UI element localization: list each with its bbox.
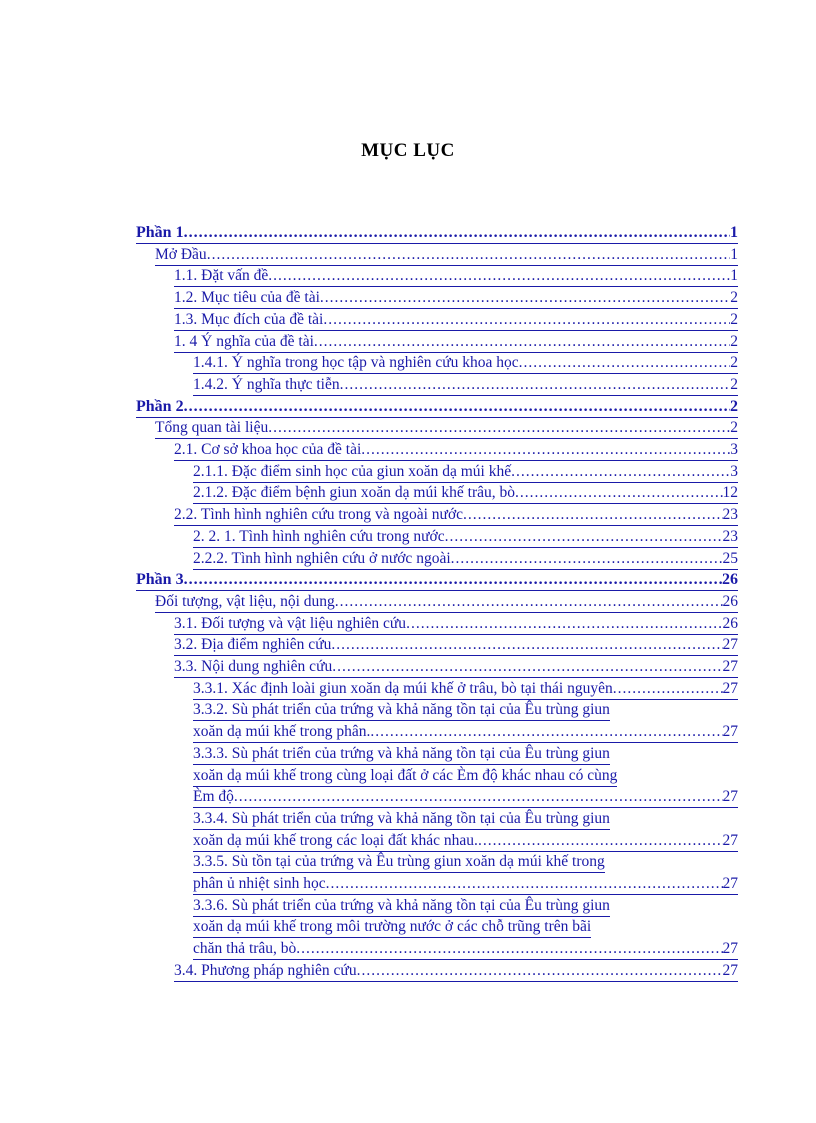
toc-leader-dots [451,549,723,569]
toc-page-number: 27 [722,723,738,741]
toc-entry-title: 1. 4 Ý nghĩa của đề tài [174,332,314,350]
toc-page-number: 1 [730,267,738,285]
toc-entry-title: xoăn dạ múi khế trong phân. [193,723,371,741]
toc-entry-title: 2.1.1. Đặc điểm sinh học của giun xoăn dạ múi khế [193,462,512,480]
toc-entry-line[interactable]: 3.3.5. Sù tồn tại của trứng và Êu trùng giun xoăn dạ múi khế trong [193,852,605,873]
toc-entry-title: 3.4. Phương pháp nghiên cứu [174,961,357,979]
toc-leader-dots [478,831,723,851]
toc-leader-dots [445,527,723,547]
toc-page-number: 27 [722,961,738,979]
toc-leader-dots [332,657,722,677]
toc-page-number: 3 [730,441,738,458]
toc-entry[interactable] [155,418,738,439]
toc-entry-title: 2.2.2. Tình hình nghiên cứu ở nước ngoài [193,549,451,567]
toc-leader-dots [320,288,730,308]
toc-leader-dots [370,722,722,742]
toc-leader-dots [361,440,730,460]
toc-entry-title: 1.1. Đặt vấn đề [174,267,269,285]
toc-entry-title: chăn thả trâu, bò [193,940,297,958]
toc-entry[interactable] [174,332,738,353]
toc-leader-dots [613,679,723,699]
toc-page-number: 1 [730,245,738,263]
toc-entry-title: 1.3. Mục đích của đề tài [174,310,324,328]
toc-entry-title: 1.2. Mục tiêu của đề tài [174,289,320,307]
toc-entry-title: 2. 2. 1. Tình hình nghiên cứu trong nước [193,527,445,545]
toc-entry[interactable] [193,375,738,396]
toc-page-number: 27 [722,940,738,958]
toc-entry-title: Đối tượng, vật liệu, nội dung [155,592,335,610]
toc-entry-title: 3.2. Địa điểm nghiên cứu [174,636,332,654]
toc-entry-title: 2.1. Cơ sở khoa học của đề tài [174,441,362,458]
toc-page-number: 23 [722,506,738,524]
toc-entry[interactable] [174,440,738,461]
toc-entry[interactable] [155,245,738,266]
toc-entry-title: Phần 3 [136,571,184,589]
toc-leader-dots [234,787,723,807]
toc-page-number: 26 [722,614,738,632]
toc-entry[interactable] [193,353,738,374]
toc-entry-title: Èm độ [193,788,234,806]
toc-page-number: 2 [730,419,738,437]
toc-entry[interactable] [174,614,738,635]
toc-entry[interactable] [193,939,738,960]
toc-entry-title: 1.4.1. Ý nghĩa trong học tập và nghiên cứu khoa học [193,354,519,372]
toc-leader-dots [268,266,730,286]
toc-page-number: 27 [722,679,738,697]
toc-entry-line[interactable]: 3.3.3. Sù phát triển của trứng và khả năng tồn tại của Êu trùng giun [193,744,610,765]
toc-leader-dots [406,614,722,634]
toc-entry-title: 1.4.2. Ý nghĩa thực tiễn [193,375,340,393]
toc-page-number: 12 [722,484,738,502]
toc-entry-title: Mở Đầu [155,245,207,263]
toc-leader-dots [519,353,731,373]
page-title: MỤC LỤC [361,140,455,161]
toc-entry-title: xoăn dạ múi khế trong các loại đất khác nhau. [193,831,478,849]
toc-page-number: 2 [730,310,738,328]
toc-leader-dots [511,462,730,482]
toc-entry[interactable] [193,679,738,700]
toc-page-number: 2 [730,397,738,415]
toc-leader-dots [331,635,722,655]
toc-entry-title: 3.3.1. Xác định loài giun xoăn dạ múi khế ở trâu, bò tại thái nguyên [193,679,613,697]
toc-entry[interactable] [174,961,738,982]
toc-entry-title: 2.1.2. Đặc điểm bệnh giun xoăn dạ múi khế trâu, bò [193,484,515,502]
toc-page-number: 27 [722,636,738,654]
toc-entry-line[interactable]: 3.3.4. Sù phát triển của trứng và khả năng tồn tại của Êu trùng giun [193,809,610,830]
toc-entry-line[interactable]: 3.3.2. Sù phát triển của trứng và khả năng tồn tại của Êu trùng giun [193,700,610,721]
toc-page-number: 2 [730,332,738,350]
toc-page-number: 27 [722,875,738,892]
toc-page-number: 26 [722,592,738,610]
toc-entry-line[interactable]: xoăn dạ múi khế trong cùng loại đất ở các Èm độ khác nhau có cùng [193,766,617,787]
toc-entry-title: 3.3. Nội dung nghiên cứu [174,658,333,675]
toc-leader-dots [323,310,730,330]
toc-page-number: 27 [722,658,738,675]
toc-page-number: 2 [730,375,738,393]
toc-entry-title: Tổng quan tài liệu [155,419,269,437]
toc-leader-dots [340,375,731,395]
toc-entry[interactable] [174,505,738,526]
toc-entry[interactable] [174,266,738,287]
toc-entry[interactable] [136,570,738,591]
toc-entry-title: Phần 2 [136,397,184,415]
toc-page-number: 1 [730,224,738,241]
toc-page-number: 2 [730,289,738,307]
toc-leader-dots [184,223,730,243]
toc-leader-dots [184,397,730,417]
toc-page-number: 27 [722,831,738,849]
toc-entry-line[interactable]: xoăn dạ múi khế trong môi trường nước ở các chỗ trũng trên bãi [193,917,591,938]
toc-entry[interactable] [174,288,738,309]
toc-entry-title: 2.2. Tình hình nghiên cứu trong và ngoài nước [174,506,464,524]
toc-entry[interactable] [174,635,738,656]
toc-page-number: 27 [722,788,738,806]
toc-entry[interactable] [136,223,738,244]
toc-entry[interactable] [193,722,738,743]
toc-entry[interactable] [193,787,738,808]
toc-entry-title: 3.1. Đối tượng và vật liệu nghiên cứu [174,614,407,632]
toc-entry[interactable] [193,874,738,895]
toc-entry[interactable] [174,657,738,678]
toc-entry[interactable] [193,527,738,548]
toc-leader-dots [515,483,723,503]
toc-leader-dots [184,570,722,590]
toc-leader-dots [357,961,723,981]
toc-entry-title: Phần 1 [136,224,184,241]
toc-page-number: 25 [722,549,738,567]
toc-leader-dots [314,332,730,352]
toc-page-number: 23 [722,527,738,545]
toc-page-number: 3 [730,462,738,480]
toc-entry[interactable] [193,831,738,852]
toc-entry[interactable] [136,397,738,418]
toc-leader-dots [207,245,731,265]
toc-leader-dots [326,874,723,894]
toc-leader-dots [296,939,722,959]
toc-page-number: 2 [730,354,738,372]
toc-page-number: 26 [722,571,738,589]
toc-entry[interactable] [174,310,738,331]
toc-leader-dots [335,592,723,612]
toc-entry[interactable] [155,592,738,613]
toc-entry[interactable] [193,462,738,483]
toc-entry-line[interactable]: 3.3.6. Sù phát triển của trứng và khả năng tồn tại của Êu trùng giun [193,896,610,917]
toc-entry[interactable] [193,483,738,504]
toc-entry-title: phân ủ nhiệt sinh học [193,875,326,892]
toc-leader-dots [268,418,730,438]
toc-entry[interactable] [193,549,738,570]
toc-leader-dots [463,505,722,525]
